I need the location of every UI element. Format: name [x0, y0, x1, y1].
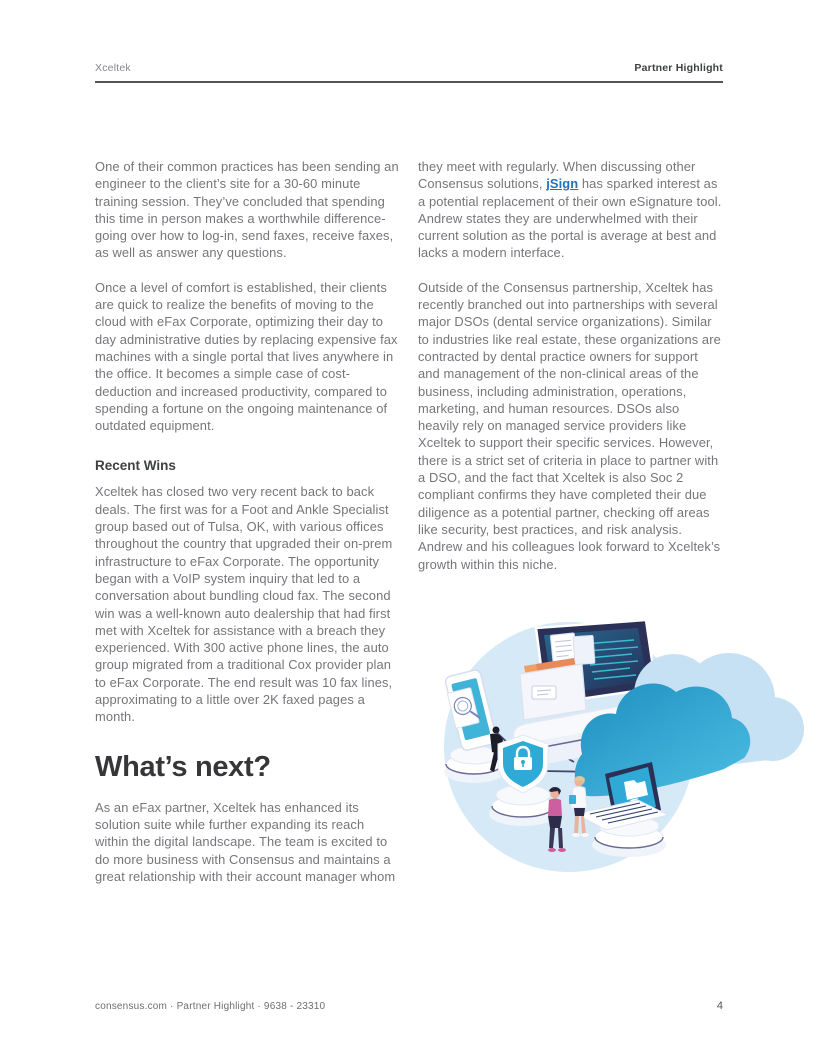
paragraph: One of their common practices has been sending an engineer to the client’s site for a 30-60 minute training session. They’ve concluded that spending this time in person makes a worthwhile difference- going over how to log-in, send faxes, receive faxes, as well as answer any questions. — [95, 159, 399, 261]
cloud-fax-security-illustration — [424, 614, 804, 876]
left-column — [95, 158, 400, 902]
page-header — [95, 62, 723, 83]
paragraph-text: they meet with regularly. When discussing other Consensus solutions, — [418, 159, 696, 192]
header-section-title: Partner Highlight — [634, 62, 723, 74]
paragraph-with-link — [418, 158, 723, 262]
footer-source-line: consensus.com · Partner Highlight · 9638 - 23310 — [95, 1001, 326, 1012]
whats-next-heading: What’s next? — [95, 750, 271, 783]
recent-wins-heading: Recent Wins — [95, 458, 176, 474]
page-footer — [95, 1000, 723, 1012]
jsign-link[interactable]: jSign — [546, 176, 579, 192]
right-column — [418, 158, 723, 902]
paragraph: Outside of the Consensus partnership, Xceltek has recently branched out into partnerships with several major DSOs (dental service organizations). Similar to industries like real estate, these organizations are contracted by dental practice owners for support and management of the non-clinical areas of the business, including administration, operations, marketing, and human resources. DSOs also heavily rely on managed service providers like Xceltek to support their specific services. However, there is a strict set of criteria in place to partner with a DSO, and the fact that Xceltek is also Soc 2 compliant confirms they have completed their due diligence as a potential partner, checking off areas like security, best practices, and risk analysis. Andrew and his colleagues look forward to Xceltek’s growth within this niche. — [418, 279, 721, 572]
paragraph: Once a level of comfort is established, their clients are quick to realize the benefits of moving to the cloud with eFax Corporate, optimizing their day to day administrative duties by replacing expensive fax machines with a single portal that lives anywhere in the office. It becomes a simple case of cost-deduction and increased productivity, compared to spending a fortune on the ongoing maintenance of outdated equipment. — [95, 279, 398, 434]
paragraph: As an eFax partner, Xceltek has enhanced its solution suite while further expanding its reach within the digital landscape. The team is excited to do more business with Consensus and maintains a great relationship with their account manager whom — [95, 799, 396, 884]
header-company-name: Xceltek — [95, 62, 131, 74]
paragraph-text: has sparked interest as a potential replacement of their own eSignature tool. Andrew states they are underwhelmed with their current solution as the portal is average at best and lacks a modern interface. — [418, 176, 722, 261]
paragraph: Xceltek has closed two very recent back to back deals. The first was for a Foot and Ankle Specialist group based out of Tulsa, OK, with various offices throughout the country that upgraded their on-prem infrastructure to eFax Corporate. The opportunity began with a VoIP system inquiry that led to a conversation about bundling cloud fax. The second win was a well-known auto dealership that had first met with Xceltek for assistance with a breach they experienced. With 300 active phone lines, the auto group migrated from a traditional Cox provider plan to eFax Corporate. The end result was 10 fax lines, approximating to a little over 2K faxed pages a month. — [95, 484, 393, 725]
page-number: 4 — [716, 1000, 723, 1012]
two-column-body — [95, 158, 724, 902]
